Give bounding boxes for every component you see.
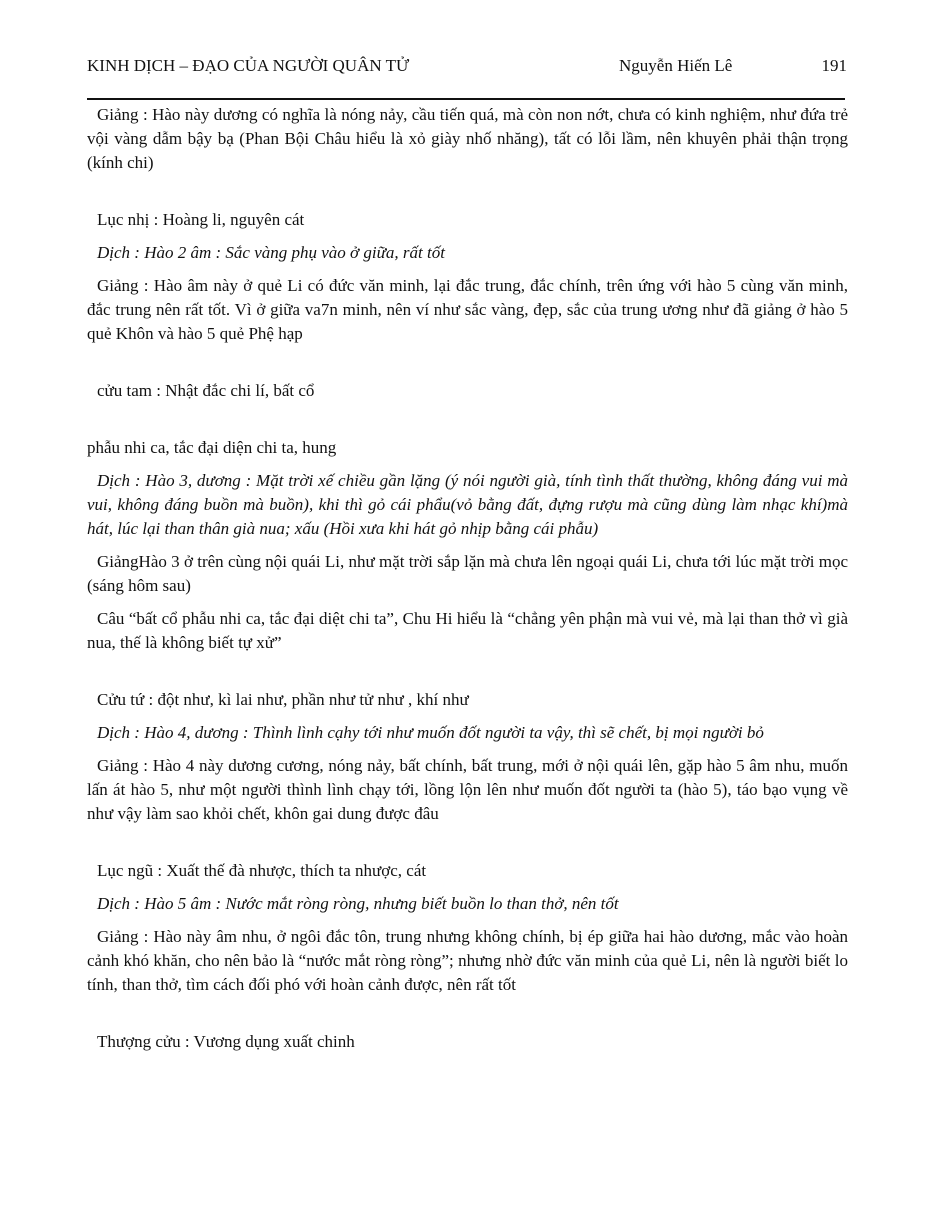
page-body	[87, 103, 848, 1063]
translation-line: Dịch : Hào 2 âm : Sắc vàng phụ vào ở giữa, rất tốt	[97, 243, 445, 262]
page-header	[87, 56, 845, 82]
hao-heading: cửu tam : Nhật đắc chi lí, bất cổ	[97, 381, 315, 400]
page-number: 191	[821, 56, 847, 75]
paragraph: Giảng : Hào này dương có nghĩa là nóng nảy, cầu tiến quá, mà còn non nớt, chưa có kinh nghiệm, như đứa trẻ vội vàng dẫm bậy bạ (Phan Bội Châu hiểu là xỏ giày nhố nhăng), tất có lỗi lầm, nên khuyên phải thận trọng (kính chi)	[87, 105, 848, 172]
translation-line: Dịch : Hào 4, dương : Thình lình cạhy tới như muốn đốt người ta vậy, thì sẽ chết, bị mọi người bỏ	[97, 723, 764, 742]
section-gap	[87, 835, 848, 859]
header-divider	[87, 98, 845, 100]
section-gap	[87, 664, 848, 688]
translation-line: Dịch : Hào 5 âm : Nước mắt ròng ròng, nhưng biết buồn lo than thở, nên tốt	[97, 894, 619, 913]
hao-heading: Lục nhị : Hoàng li, nguyên cát	[97, 210, 305, 229]
section-gap	[87, 184, 848, 208]
section-gap	[87, 355, 848, 379]
paragraph: Giảng : Hào âm này ở quẻ Li có đức văn minh, lại đắc trung, đắc chính, trên ứng với hào 5 cùng văn minh, đắc trung nên rất tốt. Vì ở giữa va7n minh, nên ví như sắc vàng, đẹp, sắc của trung ương như đã giảng ở hào 5 quẻ Khôn và hào 5 quẻ Phệ hạp	[87, 276, 848, 343]
section-gap	[87, 1006, 848, 1030]
section-gap	[87, 412, 848, 436]
paragraph: phẫu nhi ca, tắc đại diện chi ta, hung	[87, 438, 337, 457]
hao-heading: Thượng cửu : Vương dụng xuất chinh	[97, 1032, 355, 1051]
paragraph: GiảngHào 3 ở trên cùng nội quái Li, như mặt trời sắp lặn mà chưa lên ngoại quái Li, chưa tới lúc mặt trời mọc (sáng hôm sau)	[87, 552, 848, 595]
hao-heading: Lục ngũ : Xuất thế đà nhược, thích ta nhược, cát	[97, 861, 427, 880]
book-title: KINH DỊCH – ĐẠO CỦA NGƯỜI QUÂN TỬ	[87, 56, 410, 75]
paragraph: Giảng : Hào này âm nhu, ở ngôi đắc tôn, trung nhưng không chính, bị ép giữa hai hào dương, mắc vào hoàn cảnh khó khăn, cho nên bảo là “nước mắt ròng ròng”; nhưng nhờ đức văn minh của quẻ Li, nên là người biết lo tính, than thở, tìm cách đối phó với hoàn cảnh được, nên rất tốt	[87, 927, 848, 994]
translation-line: Dịch : Hào 3, dương : Mặt trời xế chiều gần lặng (ý nói người già, tính tình thất thường, không đáng vui mà vui, không đáng buồn mà buồn), khi thì gỏ cái phẩu(vỏ bằng đất, đựng rượu mà cũng dùng làm nhạc khí)mà hát, lúc lại than thân già nua; xấu (Hồi xưa khi hát gỏ nhịp bằng cái phẫu)	[87, 471, 848, 538]
paragraph: Giảng : Hào 4 này dương cương, nóng nảy, bất chính, bất trung, mới ở nội quái lên, gặp hào 5 âm nhu, muốn lấn át hào 5, như một người thình lình chạy tới, lồng lộn lên như muốn đốt người ta (hào 5), táo bạo vụng về như vậy làm sao khỏi chết, khôn gai dung được đâu	[87, 756, 848, 823]
hao-heading: Cửu tứ : đột như, kì lai như, phần như tử như , khí như	[97, 690, 469, 709]
paragraph: Câu “bất cổ phẫu nhi ca, tắc đại diệt chi ta”, Chu Hi hiểu là “chẳng yên phận mà vui vẻ, mà lại than thở vì già nua, thế là không biết tự xử”	[87, 609, 848, 652]
author-name: Nguyễn Hiến Lê	[619, 56, 733, 75]
